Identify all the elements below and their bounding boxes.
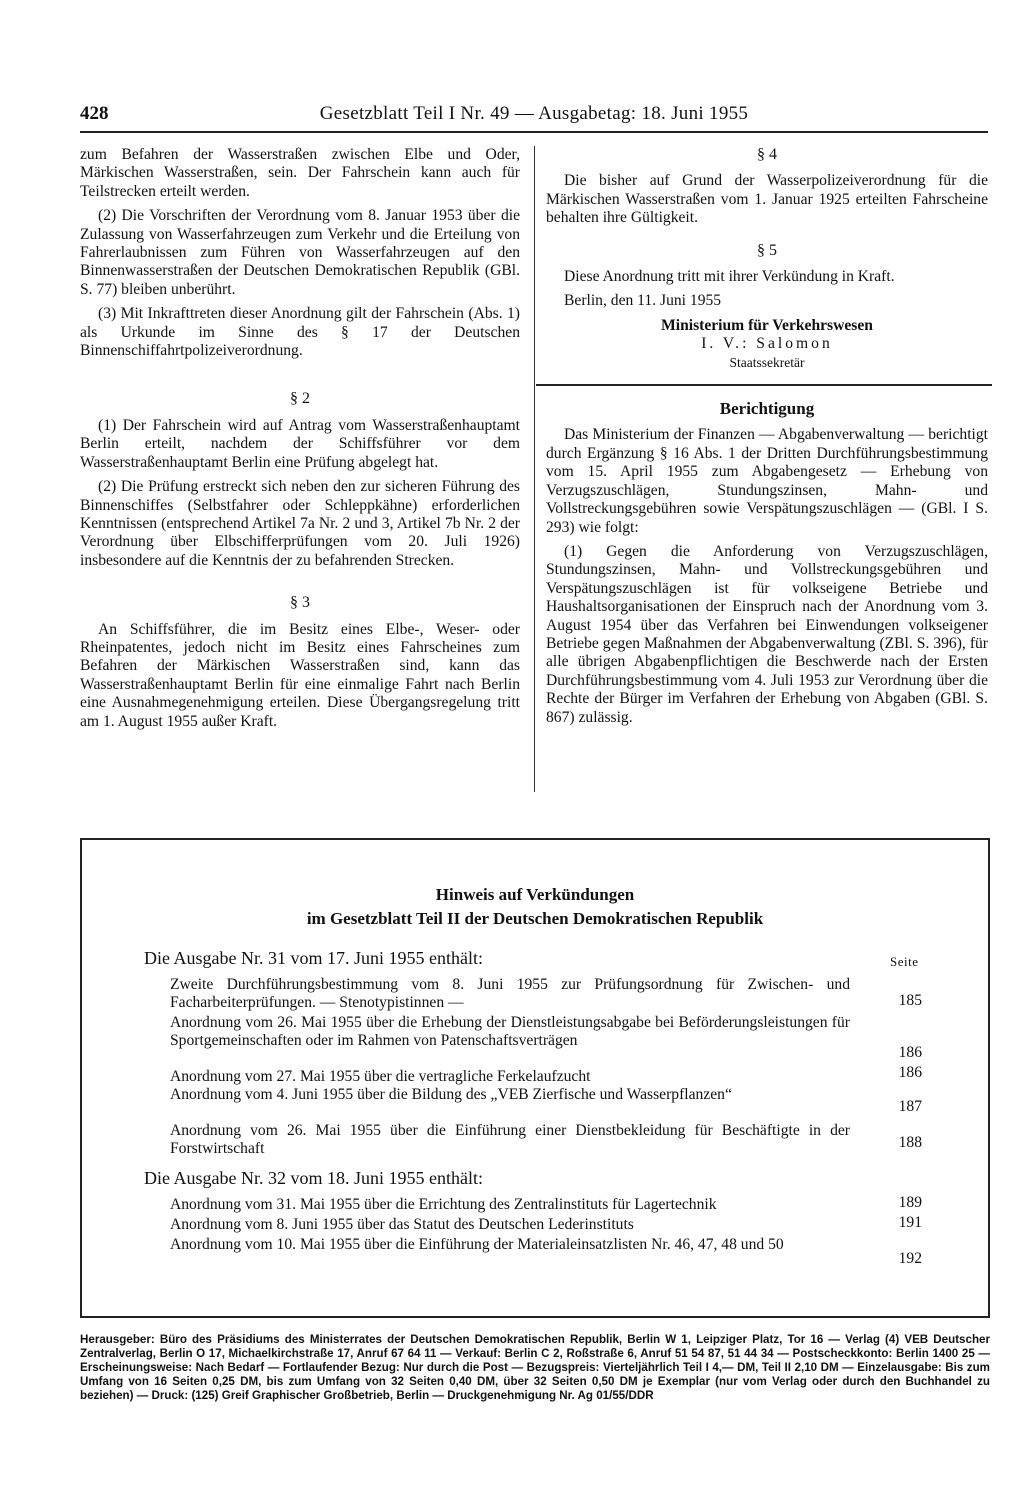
list-item	[170, 1122, 850, 1157]
entry-page: 186	[898, 1064, 922, 1081]
paragraph: Die bisher auf Grund der Wasserpolizeiverordnung für die Märkischen Wasserstraßen vom 1. Januar 1925 erteilten Fahrscheine behalten ihre Gültigkeit.	[546, 172, 988, 227]
notice-box	[80, 838, 990, 1318]
paragraph: Diese Anordnung tritt mit ihrer Verkündung in Kraft.	[564, 268, 895, 286]
list-item	[170, 1196, 850, 1214]
section-heading-2: § 2	[290, 390, 310, 408]
entry-page: 191	[898, 1214, 922, 1231]
entry-text: Anordnung vom 26. Mai 1955 über die Erhebung der Dienstleistungsabgabe bei Beförderungsleistungen für Sportgemeinschaften oder im Rahmen von Patenschaftsverträgen	[170, 1014, 850, 1049]
column-divider	[534, 146, 535, 792]
imprint-text: Herausgeber: Büro des Präsidiums des Ministerrates der Deutschen Demokratischen Republik, Berlin W 1, Leipziger Platz, Tor 16 — Verlag (4) VEB Deutscher Zentralverlag, Berlin O 17, Michaelkirchstraße 17, Anruf 67 64 11 — Verkauf: Berlin C 2, Roßstraße 6, Anruf 51 54 87, 51 44 34 — Postscheckkonto: Berlin 1400 25 — Erscheinungsweise: Nach Bedarf — Fortlaufender Bezug: Nur durch die Post — Bezugspreis: Vierteljährlich Teil I 4,— DM, Teil II 2,10 DM — Einzelausgabe: Bis zum Umfang von 16 Seiten 0,25 DM, bis zum Umfang von 32 Seiten 0,40 DM, über 32 Seiten 0,50 DM je Exemplar (nur vom Verlag oder durch den Buchhandel zu beziehen) — Druck: (125) Greif Graphischer Großbetrieb, Berlin — Druckgenehmigung Nr. Ag 01/55/DDR	[80, 1333, 990, 1402]
issue-heading: Die Ausgabe Nr. 32 vom 18. Juni 1955 enthält:	[144, 1168, 483, 1188]
list-item	[170, 1086, 850, 1104]
paragraph: (2) Die Prüfung erstreckt sich neben den zur sicheren Führung des Binnenschiffes (Selbstfahrer oder Schleppkähne) erforderlichen Kenntnissen (entsprechend Artikel 7a Nr. 2 und 3, Artikel 7b Nr. 2 der Verordnung über Elbschifferprüfungen vom 20. Juli 1926) insbesondere auf die Kenntnis der zu befahrenden Strecken.	[80, 478, 520, 569]
berichtigung-title: Berichtigung	[719, 399, 815, 419]
paragraph: An Schiffsführer, die im Besitz eines Elbe-, Weser- oder Rheinpatentes, jedoch nicht im Besitz eines Fahrscheines zum Befahren der Märkischen Wasserstraßen sind, kann das Wasserstraßenhauptamt Berlin für eine einmalige Fahrt nach Berlin eine Ausnahmegenehmigung erteilen. Diese Übergangsregelung tritt am 1. August 1955 außer Kraft.	[80, 620, 520, 730]
entry-text: Anordnung vom 31. Mai 1955 über die Errichtung des Zentralinstituts für Lagertechnik	[170, 1196, 717, 1213]
list-item	[170, 976, 850, 1011]
paragraph: (3) Mit Inkrafttreten dieser Anordnung gilt der Fahrschein (Abs. 1) als Urkunde im Sinne des § 17 der Deutschen Binnenschiffahrtpolizeiverordnung.	[80, 305, 520, 360]
issue-heading: Die Ausgabe Nr. 31 vom 17. Juni 1955 enthält:	[144, 948, 483, 968]
page-header	[80, 101, 988, 133]
entry-text: Anordnung vom 4. Juni 1955 über die Bildung des „VEB Zierfische und Wasserpflanzen“	[170, 1086, 732, 1103]
entry-page: 188	[898, 1134, 922, 1151]
notice-subtitle: im Gesetzblatt Teil II der Deutschen Demokratischen Republik	[306, 909, 764, 928]
ministry-name: Ministerium für Verkehrswesen	[661, 316, 873, 334]
entry-text: Zweite Durchführungsbestimmung vom 8. Juni 1955 zur Prüfungsordnung für Zwischen- und Facharbeiterprüfungen. — Stenotypistinnen —	[170, 976, 850, 1011]
page-number: 428	[80, 103, 109, 124]
place-date: Berlin, den 11. Juni 1955	[564, 292, 722, 310]
entry-page: 192	[898, 1250, 922, 1267]
imprint	[80, 1333, 990, 1403]
signatory: I. V.: Salomon	[701, 335, 833, 353]
section-heading-3: § 3	[290, 594, 310, 612]
paragraph: (1) Der Fahrschein wird auf Antrag vom Wasserstraßenhauptamt Berlin erteilt, nachdem der Schiffsführer vor dem Wasserstraßenhauptamt Berlin eine Prüfung abgelegt hat.	[80, 416, 520, 471]
list-item	[170, 1014, 850, 1049]
section-heading-5: § 5	[757, 241, 777, 259]
entry-text: Anordnung vom 8. Juni 1955 über das Statut des Deutschen Lederinstituts	[170, 1216, 634, 1233]
list-item	[170, 1216, 850, 1234]
list-item	[170, 1236, 850, 1254]
list-item	[170, 1068, 850, 1086]
entry-text: Anordnung vom 26. Mai 1955 über die Einführung einer Dienstbekleidung für Beschäftigte in der Forstwirtschaft	[170, 1122, 850, 1157]
entry-text: Anordnung vom 27. Mai 1955 über die vertragliche Ferkelaufzucht	[170, 1068, 591, 1085]
section-heading-4: § 4	[757, 146, 777, 163]
entry-page: 189	[898, 1194, 922, 1211]
paragraph: zum Befahren der Wasserstraßen zwischen Elbe und Oder, Märkischen Wasserstraßen, sein. Der Fahrschein kann auch für Teilstrecken erteilt werden.	[80, 146, 520, 200]
seite-label: Seite	[890, 954, 919, 969]
entry-page: 187	[898, 1098, 922, 1115]
paragraph: (2) Die Vorschriften der Verordnung vom 8. Januar 1953 über die Zulassung von Wasserfahrzeugen zum Verkehr und die Erteilung von Fahrerlaubnissen zum Führen von Wasserfahrzeugen auf den Binnenwasserstraßen der Deutschen Demokratischen Republik (GBl. S. 77) bleiben unberührt.	[80, 207, 520, 298]
entry-page: 186	[898, 1044, 922, 1061]
header-title: Gesetzblatt Teil I Nr. 49 — Ausgabetag: 18. Juni 1955	[319, 103, 749, 124]
entry-page: 185	[898, 992, 922, 1009]
notice-title: Hinweis auf Verkündungen	[435, 885, 635, 904]
paragraph: Das Ministerium der Finanzen — Abgabenverwaltung — berichtigt durch Ergänzung § 16 Abs. 1 der Dritten Durchführungsbestimmung vom 15. April 1955 zum Abgabengesetz — Erhebung von Verzugszuschlägen, Stundungszinsen, Mahn- und Vollstreckungsgebühren sowie Verspätungszuschlägen — (GBl. I S. 293) wie folgt:	[546, 426, 988, 536]
section-rule	[536, 384, 992, 386]
entry-text: Anordnung vom 10. Mai 1955 über die Einführung der Materialeinsatzlisten Nr. 46, 47, 48 und 50	[170, 1236, 784, 1253]
paragraph: (1) Gegen die Anforderung von Verzugszuschlägen, Stundungszinsen, Mahn- und Vollstreckungsgebühren und Verspätungszuschlägen ist für volkseigene Betriebe und Haushaltsorganisationen der Einspruch nach der Anordnung vom 3. August 1954 über das Verfahren bei Einwendungen volkseigener Betriebe gegen Maßnahmen der Abgabenverwaltung (ZBl. S. 396), für alle übrigen Abgabenpflichtigen die Beschwerde nach der Ersten Durchführungsbestimmung vom 4. Juli 1953 zur Verordnung über die Rechte der Bürger im Verfahren der Erhebung von Abgaben (GBl. S. 867) zulässig.	[546, 542, 988, 726]
right-column	[546, 146, 988, 733]
left-column	[80, 146, 520, 737]
signatory-role: Staatssekretär	[729, 354, 805, 370]
